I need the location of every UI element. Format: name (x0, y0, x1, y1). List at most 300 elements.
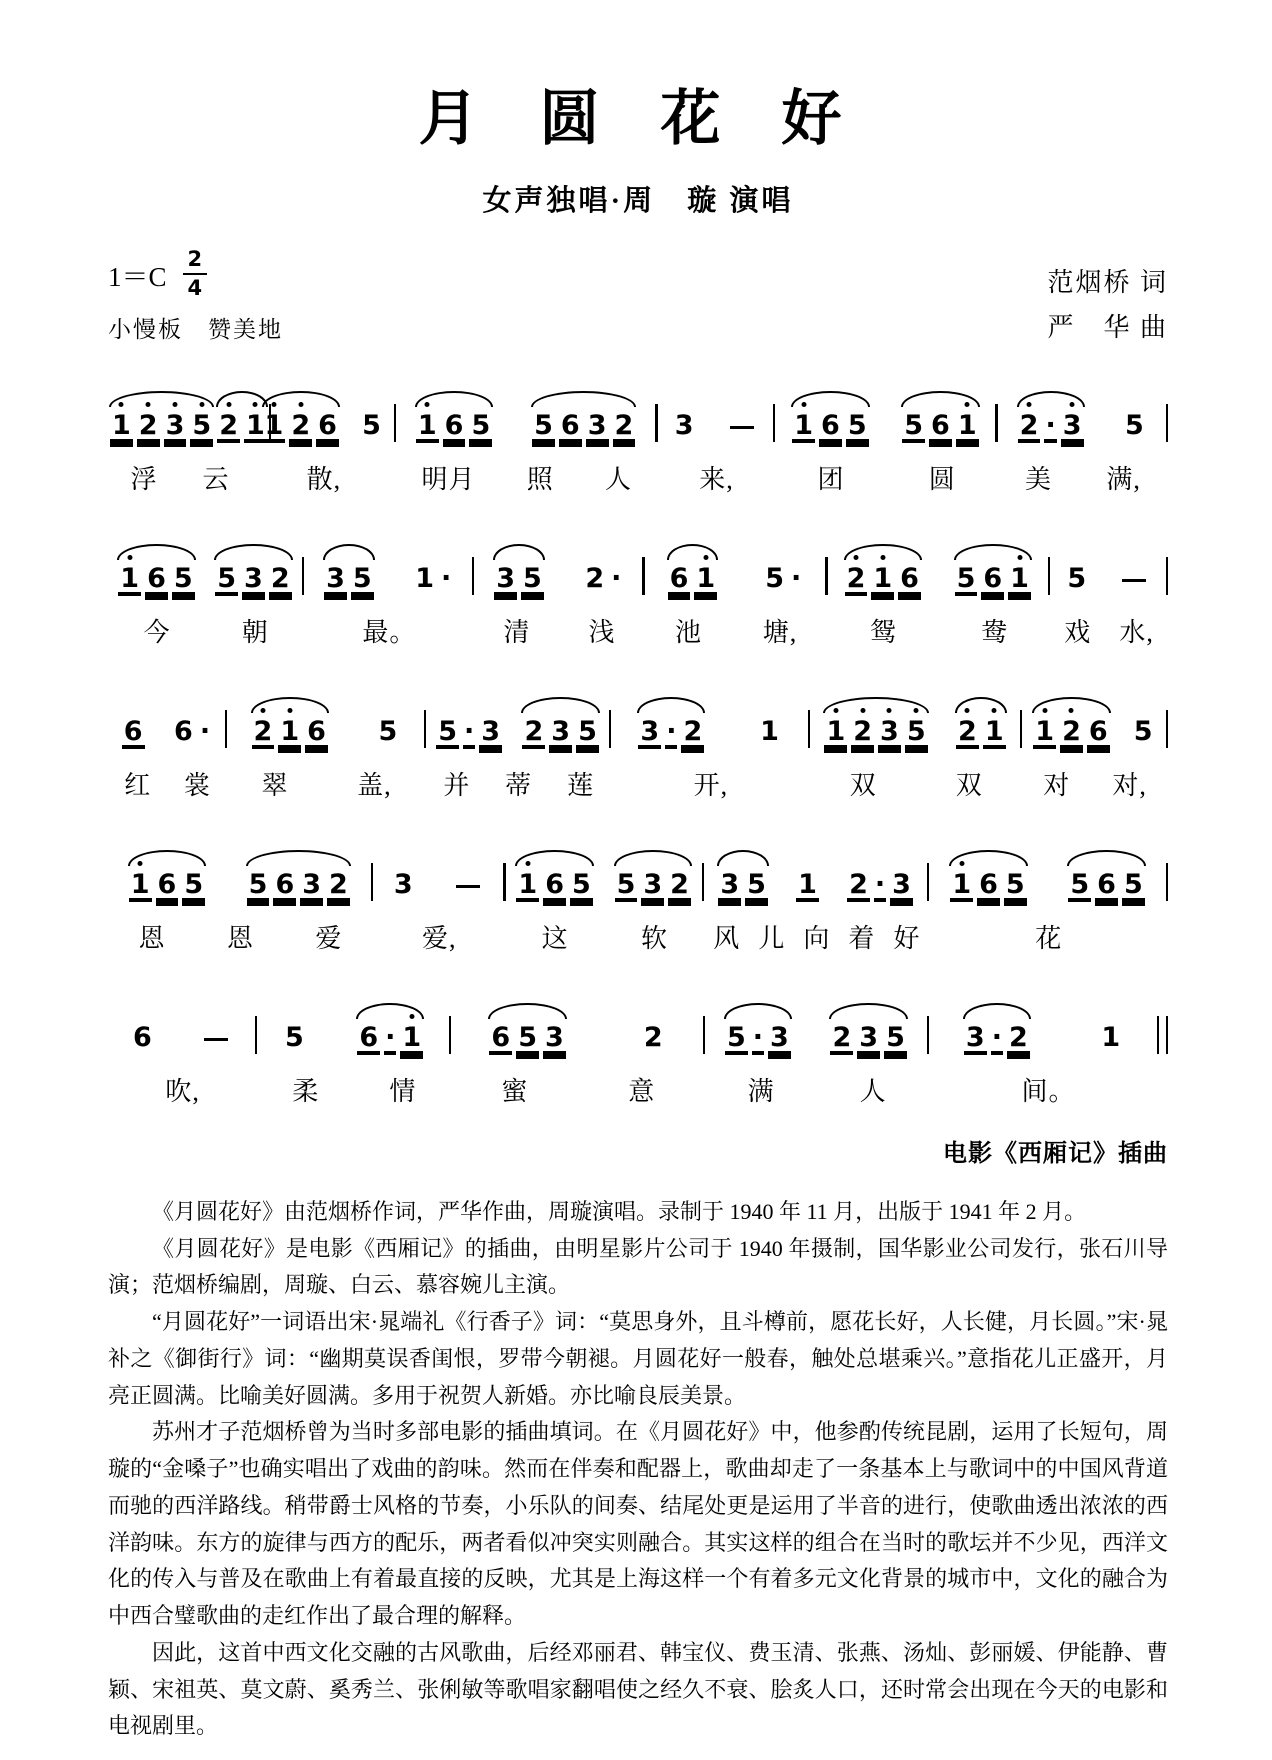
lyric-line (426, 765, 612, 803)
lyric-syllable: 恩 (138, 924, 166, 953)
octave-dot (1070, 402, 1075, 407)
note (479, 718, 502, 757)
augmentation-dot (665, 718, 677, 757)
slur-arc (724, 1003, 792, 1019)
note (586, 412, 609, 451)
note-digit: · (464, 716, 475, 747)
slur-arc (955, 697, 1007, 713)
lyric-line (705, 1071, 929, 1109)
slur-arc (614, 850, 692, 866)
note-group (723, 1024, 793, 1063)
notes-row (612, 681, 811, 757)
notes-row (451, 987, 705, 1063)
note-group (1097, 1024, 1124, 1063)
note (413, 565, 436, 604)
barline (1166, 863, 1168, 901)
measure (108, 987, 257, 1109)
note-digit: 5 (534, 410, 553, 441)
note (929, 412, 952, 451)
note-digit: 6 (669, 563, 689, 594)
lyric-syllable: 双 (955, 771, 983, 800)
slur-arc (246, 850, 351, 866)
note-group (962, 1024, 1032, 1063)
note-digit: 1 (1010, 563, 1029, 594)
note-group (1066, 871, 1146, 910)
score-system (108, 681, 1168, 803)
note-digit: 6 (123, 716, 143, 747)
lyric-line (108, 765, 227, 803)
lyric-line (810, 765, 1022, 803)
octave-dot (1042, 708, 1047, 713)
note-group (845, 871, 915, 910)
note-digit: 3 (720, 869, 740, 900)
lyric-syllable: 浮 (130, 465, 158, 494)
lyric-syllable: 向 (803, 924, 831, 953)
note-digit: 3 (496, 563, 515, 594)
note-group (434, 718, 504, 757)
note (521, 565, 544, 604)
note-digit: 5 (765, 563, 785, 594)
note (316, 412, 339, 451)
notes-row (108, 528, 304, 604)
octave-dot (199, 402, 204, 407)
notes-row (474, 528, 644, 604)
lyric-syllable: 花 (1035, 924, 1063, 953)
lyric-syllable: 塘, (762, 618, 798, 647)
meter-fraction (183, 249, 208, 299)
note-digit: 1 (120, 563, 140, 594)
note-digit: 2 (524, 716, 544, 747)
barline (1166, 404, 1168, 442)
measure (396, 375, 658, 497)
notes-paragraphs (108, 1194, 1168, 1745)
note-digit: 5 (184, 869, 204, 900)
final-barline (1157, 1016, 1168, 1054)
lyricist-credit: 范烟桥 词 (1047, 268, 1168, 297)
slur-arc (637, 697, 705, 713)
augmentation-dot (1044, 412, 1056, 451)
note (878, 718, 901, 757)
note-digit: 3 (859, 1022, 879, 1053)
note-digit: 3 (640, 716, 660, 747)
note (668, 871, 691, 910)
paragraph: 《月圆花好》由范烟桥作词，严华作曲，周璇演唱。录制于 1940 年 11 月，出版于 1941 年 2 月。 (152, 1199, 1087, 1224)
dash-glyph (456, 885, 480, 889)
note-digit: 5 (578, 716, 597, 747)
lyric-line (451, 1071, 705, 1109)
note-digit: 2 (1062, 716, 1081, 747)
note-group (666, 565, 720, 604)
note (400, 1024, 423, 1063)
note (494, 565, 517, 604)
lyric-line (506, 918, 705, 956)
header-row-1 (108, 249, 1168, 299)
note-digit: 5 (616, 869, 636, 900)
note-digit: 6 (979, 869, 998, 900)
note (289, 412, 312, 451)
note-digit: · (991, 1022, 1002, 1053)
note-group (724, 426, 760, 452)
note-group (794, 871, 821, 910)
note-digit: 1 (1035, 716, 1055, 747)
note-group (636, 718, 706, 757)
measure (257, 987, 451, 1109)
octave-dot (703, 555, 708, 560)
note (830, 1024, 853, 1063)
note-group (520, 718, 600, 757)
note-digit: 1 (518, 869, 538, 900)
lyric-syllable: 鸯 (981, 618, 1009, 647)
notes-row (426, 681, 612, 757)
lyric-syllable: 莲 (567, 771, 595, 800)
lyric-line (108, 459, 252, 497)
note-digit: 6 (931, 410, 950, 441)
note-group (120, 718, 147, 757)
note (156, 871, 179, 910)
dash-note (726, 426, 758, 452)
note (145, 565, 168, 604)
note (956, 412, 979, 451)
notes-row (998, 375, 1168, 451)
lyric-syllable: 照 (526, 465, 554, 494)
music-score (108, 375, 1168, 1109)
score-system (108, 375, 1168, 497)
measure (810, 681, 1022, 803)
note-group (450, 885, 486, 911)
augmentation-dot (610, 565, 622, 604)
lyric-line (108, 612, 304, 650)
note (1087, 718, 1110, 757)
measure (1022, 681, 1168, 803)
octave-dot (271, 402, 276, 407)
notes-row (252, 375, 396, 451)
lyric-line (108, 1071, 257, 1109)
note-digit: 3 (244, 563, 263, 594)
note (1008, 565, 1031, 604)
lyric-syllable: 满, (1106, 465, 1141, 494)
note (131, 1024, 154, 1063)
lyric-syllable: 鸳 (869, 618, 897, 647)
notes-row (304, 528, 474, 604)
note-digit: · (874, 869, 886, 900)
note-digit: 5 (192, 410, 212, 441)
notes-row (775, 375, 997, 451)
lyric-syllable: 吹, (165, 1077, 200, 1106)
octave-dot (833, 708, 838, 713)
lyric-line (704, 918, 929, 956)
note (1132, 718, 1155, 757)
lyric-syllable: 人 (859, 1077, 887, 1106)
measure (304, 528, 474, 650)
song-title: 月 圆 花 好 (418, 86, 858, 152)
lyric-syllable: 朝 (241, 618, 269, 647)
note-digit: 1 (952, 869, 972, 900)
notes-row (929, 987, 1168, 1063)
note (576, 718, 599, 757)
octave-dot (801, 402, 806, 407)
note (694, 565, 717, 604)
note-group (953, 565, 1033, 604)
note (792, 412, 815, 451)
note (516, 871, 539, 910)
note (549, 718, 572, 757)
measure (828, 528, 1050, 650)
measure (451, 987, 705, 1109)
octave-dot (1027, 402, 1032, 407)
lyric-syllable: 柔 (292, 1077, 320, 1106)
measure (108, 375, 265, 497)
note-digit: · (385, 1022, 396, 1053)
note-digit: 5 (438, 716, 457, 747)
note (1123, 412, 1146, 451)
octave-dot (409, 1014, 414, 1019)
lyric-line (930, 918, 1169, 956)
note-digit: · (611, 563, 622, 594)
note-group (900, 412, 980, 451)
score-system (108, 834, 1168, 956)
dash-note (200, 1038, 232, 1064)
note (681, 718, 704, 757)
note (172, 718, 195, 757)
notes-row (257, 987, 451, 1063)
note (242, 565, 265, 604)
note (360, 412, 383, 451)
measure (704, 834, 929, 956)
note (543, 871, 566, 910)
note-group (322, 565, 376, 604)
note-digit: 3 (551, 716, 571, 747)
note (902, 412, 925, 451)
note-digit: 2 (643, 1022, 663, 1053)
lyric-syllable: 儿 (758, 924, 786, 953)
note-group (281, 1024, 308, 1063)
note-group (170, 718, 213, 757)
lyric-syllable: 爱 (315, 924, 343, 953)
note-digit: 1 (264, 410, 284, 441)
note-digit: 5 (1123, 869, 1143, 900)
note-digit: 5 (1067, 563, 1087, 594)
note-digit: 5 (471, 410, 491, 441)
note-digit: 1 (798, 869, 817, 900)
note-digit: 6 (1088, 716, 1108, 747)
lyric-syllable: 明月 (421, 465, 476, 494)
note-digit: 6 (275, 869, 295, 900)
slur-arc (214, 544, 292, 560)
note (522, 718, 545, 757)
note-digit: 3 (587, 410, 607, 441)
note (376, 718, 399, 757)
note-digit: 5 (904, 410, 924, 441)
notes-row (705, 987, 929, 1063)
lyric-syllable: 意 (628, 1077, 656, 1106)
note (763, 565, 786, 604)
measure (373, 834, 506, 956)
note (950, 871, 973, 910)
note-digit: 6 (491, 1022, 511, 1053)
octave-dot (119, 402, 124, 407)
note-digit: 2 (846, 563, 866, 594)
lyric-line (775, 459, 997, 497)
lyric-syllable: 满 (747, 1077, 775, 1106)
note (172, 565, 195, 604)
notes-row (704, 834, 929, 910)
lyric-line (1050, 612, 1168, 650)
note (857, 1024, 880, 1063)
note-digit: · (752, 1022, 764, 1053)
note-group (492, 565, 546, 604)
slur-arc (1067, 850, 1145, 866)
note-group (613, 871, 693, 910)
slur-arc (717, 850, 769, 866)
lyric-line (227, 765, 426, 803)
note-digit: 3 (770, 1022, 789, 1053)
augmentation-dot (463, 718, 475, 757)
note-digit: 5 (747, 869, 766, 900)
note (443, 412, 466, 451)
source-credit: 电影《西厢记》插曲 (943, 1141, 1168, 1167)
note-group (954, 718, 1008, 757)
note-digit: 5 (886, 1022, 905, 1053)
note-digit: 5 (847, 410, 867, 441)
lyric-line (998, 459, 1168, 497)
note-group (390, 871, 417, 910)
note (129, 871, 152, 910)
note (871, 565, 894, 604)
lyric-syllable: 散, (306, 465, 342, 494)
note (884, 1024, 907, 1063)
lyric-syllable: 池 (674, 618, 702, 647)
note-digit: 5 (1125, 410, 1144, 441)
note (532, 412, 555, 451)
note (890, 871, 913, 910)
measure (612, 681, 811, 803)
barline (1166, 710, 1168, 748)
augmentation-dot (199, 718, 211, 757)
lyric-line (828, 612, 1050, 650)
lyric-syllable: 水, (1119, 618, 1154, 647)
lyric-syllable: 蜜 (501, 1077, 529, 1106)
lyric-syllable: 云 (202, 465, 230, 494)
octave-dot (1069, 708, 1074, 713)
note-group (116, 565, 196, 604)
note-digit: 3 (643, 869, 663, 900)
note-group (374, 718, 401, 757)
note (845, 565, 868, 604)
note-digit: 3 (880, 716, 899, 747)
note (668, 565, 691, 604)
note-digit: 1 (245, 410, 265, 441)
lyric-syllable: 红 (124, 771, 152, 800)
measure (1050, 528, 1168, 650)
note-digit: 6 (821, 410, 840, 441)
header-row-2 (108, 307, 1168, 344)
note-digit: 5 (906, 716, 926, 747)
note-digit: 6 (983, 563, 1003, 594)
measure (658, 375, 776, 497)
octave-dot (253, 402, 258, 407)
note (164, 412, 187, 451)
lyric-line (1022, 765, 1168, 803)
lyric-syllable: 恩 (226, 924, 254, 953)
note (283, 1024, 306, 1063)
lyric-syllable: 对, (1112, 771, 1147, 800)
note (768, 1024, 791, 1063)
note-group (355, 1024, 425, 1063)
note (847, 871, 870, 910)
score-system (108, 528, 1168, 650)
note-digit: 2 (853, 716, 873, 747)
note-digit: 6 (1097, 869, 1116, 900)
note-digit: · (440, 563, 452, 594)
note (796, 871, 819, 910)
note (247, 871, 270, 910)
note-group (1031, 718, 1111, 757)
octave-dot (914, 708, 919, 713)
composer-credit: 严 华 曲 (1047, 313, 1168, 342)
note-group (1016, 412, 1086, 451)
note-digit: 3 (326, 563, 345, 594)
note-digit: 2 (138, 410, 158, 441)
lyric-line (304, 612, 474, 650)
lyric-syllable: 翠 (261, 771, 289, 800)
note-digit: 3 (892, 869, 911, 900)
lyric-syllable: 软 (641, 924, 669, 953)
note-digit: 1 (130, 869, 150, 900)
note-digit: 6 (359, 1022, 379, 1053)
note-group (822, 718, 929, 757)
note-digit: 6 (307, 716, 326, 747)
note (263, 412, 286, 451)
note-digit: · (791, 563, 802, 594)
song-subtitle: 女声独唱·周 璇 演唱 (482, 185, 794, 217)
octave-dot (287, 708, 292, 713)
octave-dot (525, 861, 530, 866)
slur-arc (521, 697, 599, 713)
measure (506, 834, 705, 956)
octave-dot (298, 402, 303, 407)
note-digit: 1 (984, 716, 1004, 747)
note-group (129, 1024, 156, 1063)
note-digit: 5 (285, 1022, 304, 1053)
note-digit: 5 (352, 563, 372, 594)
notes-row (108, 834, 373, 910)
lyric-line (257, 1071, 451, 1109)
note (570, 871, 593, 910)
note-digit: 6 (174, 716, 193, 747)
notes-row (108, 681, 227, 757)
lyric-syllable: 爱, (421, 924, 457, 953)
notes-row (227, 681, 426, 757)
note-digit: · (199, 716, 211, 747)
measure (426, 681, 612, 803)
note-digit: 6 (147, 563, 166, 594)
note (1095, 871, 1118, 910)
lyric-line (108, 918, 373, 956)
notes-row (810, 681, 1022, 757)
lyric-line (252, 459, 396, 497)
slur-arc (323, 544, 375, 560)
note (516, 1024, 539, 1063)
note (190, 412, 213, 451)
meter-denominator: 4 (183, 273, 208, 299)
note-digit: 1 (696, 563, 716, 594)
octave-dot (226, 402, 231, 407)
measure (930, 834, 1169, 956)
note-group (828, 1024, 908, 1063)
note-group (414, 412, 494, 451)
note-digit: 3 (302, 869, 322, 900)
note-digit: 3 (965, 1022, 985, 1053)
